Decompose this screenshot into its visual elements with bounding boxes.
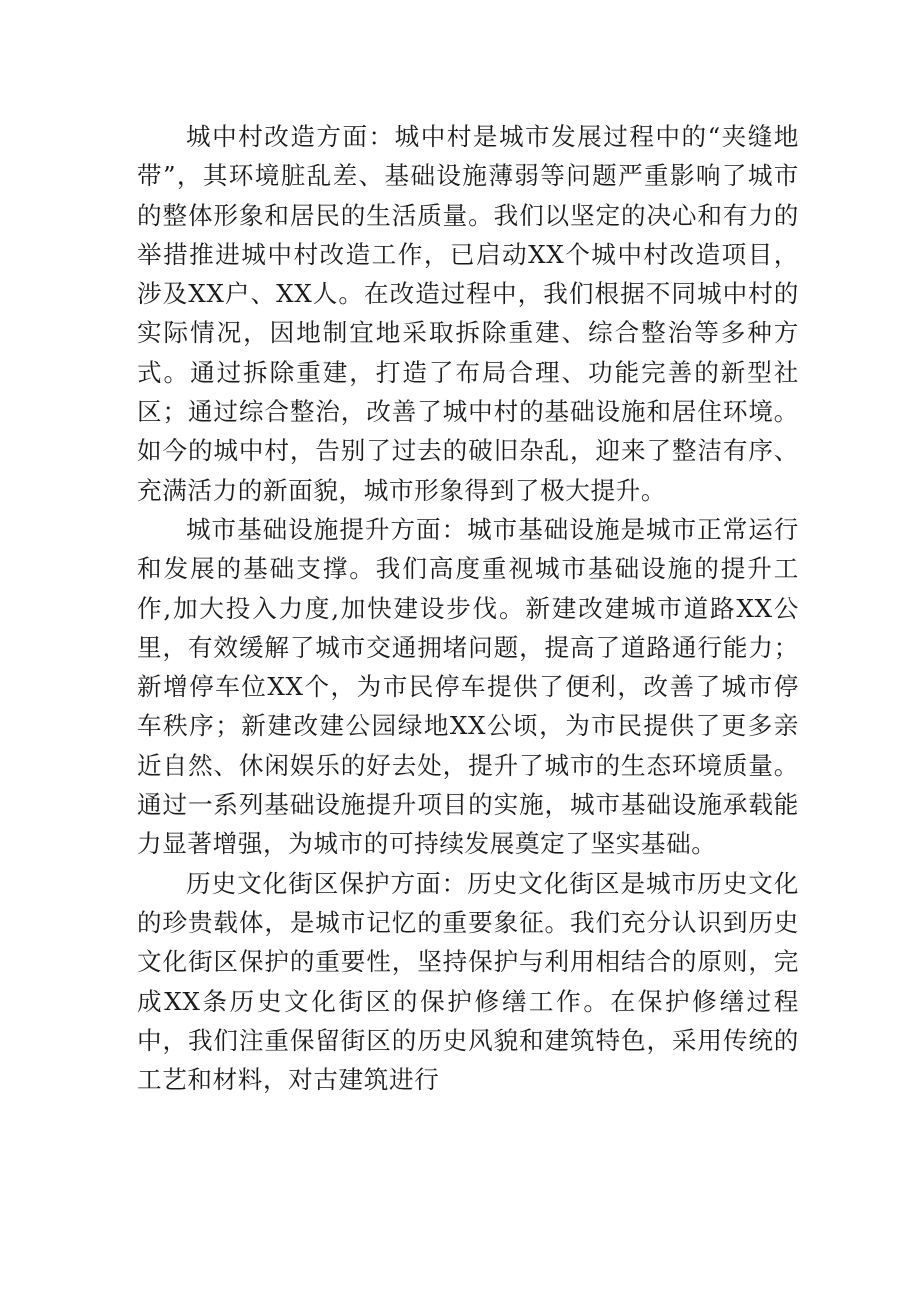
paragraph-infrastructure-upgrade: 城市基础设施提升方面：城市基础设施是城市正常运行和发展的基础支撑。我们高度重视城市基础设施的提升工作,加大投入力度,加快建设步伐。新建改建城市道路XX公里，有效缓解了城市交通拥堵问题，提高了道路通行能力；新增停车位XX个，为市民停车提供了便利，改善了城市停车秩序；新建改建公园绿地XX公顷，为市民提供了更多亲近自然、休闲娱乐的好去处，提升了城市的生态环境质量。通过一系列基础设施提升项目的实施，城市基础设施承载能力显著增强，为城市的可持续发展奠定了坚实基础。	[137, 514, 799, 859]
paragraph-urban-village-renovation: 城中村改造方面：城中村是城市发展过程中的“夹缝地带”，其环境脏乱差、基础设施薄弱等问题严重影响了城市的整体形象和居民的生活质量。我们以坚定的决心和有力的举措推进城中村改造工作，已启动XX个城中村改造项目，涉及XX户、XX人。在改造过程中，我们根据不同城中村的实际情况，因地制宜地采取拆除重建、综合整治等多种方式。通过拆除重建，打造了布局合理、功能完善的新型社区；通过综合整治，改善了城中村的基础设施和居住环境。如今的城中村，告别了过去的破旧杂乱，迎来了整洁有序、充满活力的新面貌，城市形象得到了极大提升。	[137, 122, 799, 505]
paragraph-historic-district-protection: 历史文化街区保护方面：历史文化街区是城市历史文化的珍贵载体，是城市记忆的重要象征。我们充分认识到历史文化街区保护的重要性，坚持保护与利用相结合的原则，完成XX条历史文化街区的保护修缮工作。在保护修缮过程中，我们注重保留街区的历史风貌和建筑特色，采用传统的工艺和材料，对古建筑进行	[137, 868, 799, 1095]
document-body	[137, 117, 799, 1099]
